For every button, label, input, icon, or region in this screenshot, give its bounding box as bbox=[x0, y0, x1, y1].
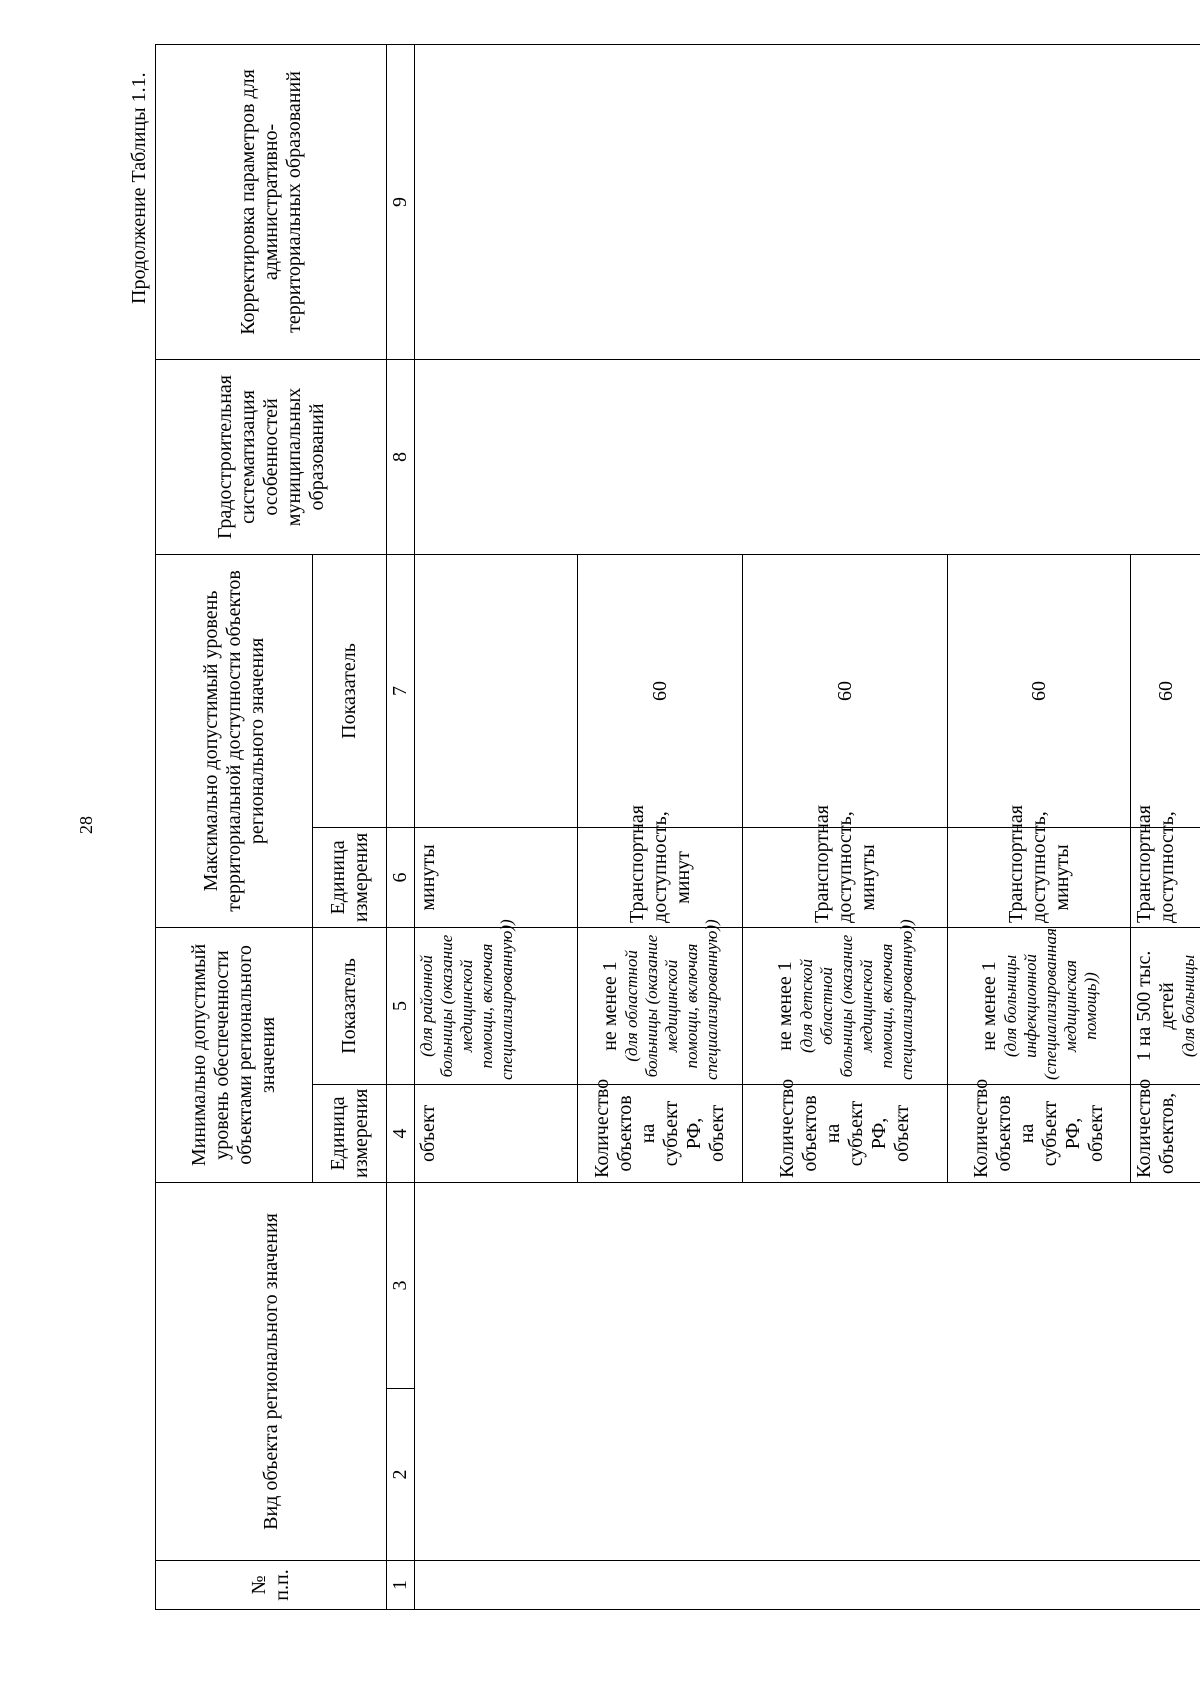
cell-indicator-min bbox=[415, 919, 578, 1084]
col-num-3: 3 bbox=[387, 1182, 415, 1388]
cell-indicator-min bbox=[743, 919, 948, 1084]
header-urban-planning: Градостроительная систематизация особенностей муниципальных образований bbox=[156, 359, 387, 554]
header-object-type: Вид объекта регионального значения bbox=[156, 1182, 387, 1560]
indicator-min-prefix: не менее 1 bbox=[598, 961, 621, 1051]
header-no: № п.п. bbox=[156, 1561, 387, 1610]
cell-indicator-max: 60 bbox=[1131, 554, 1200, 827]
cell-unit-min: Количество объектов на субъект РФ, объект bbox=[743, 1084, 948, 1182]
cell-object-type bbox=[415, 1182, 1200, 1560]
col-num-4: 4 bbox=[387, 1084, 415, 1182]
cell-indicator-max: 60 bbox=[948, 554, 1131, 827]
indicator-min-note: (для областной больницы (оказание медицинской помощи, включая специализированную)) bbox=[621, 919, 721, 1080]
cell-unit-min: Количество объектов на субъект РФ, объект bbox=[578, 1084, 743, 1182]
cell-unit-min: объект bbox=[415, 1084, 578, 1182]
col-num-5: 5 bbox=[387, 927, 415, 1084]
col-num-6: 6 bbox=[387, 827, 415, 927]
cell-unit-min: Количество объектов на субъект РФ, объект bbox=[948, 1084, 1131, 1182]
col-num-8: 8 bbox=[387, 359, 415, 554]
column-numbers-row bbox=[387, 44, 415, 1609]
subheader-min-unit: Единица измерения bbox=[313, 1084, 387, 1182]
cell-unit-max: минуты bbox=[415, 827, 578, 927]
table-row bbox=[415, 44, 578, 1609]
subheader-max-indicator: Показатель bbox=[313, 554, 387, 827]
subheader-min-indicator: Показатель bbox=[313, 927, 387, 1084]
cell-indicator-max bbox=[415, 554, 578, 827]
indicator-min-prefix: не менее 1 bbox=[773, 961, 796, 1051]
regional-objects-table bbox=[155, 44, 1200, 1610]
col-num-7: 7 bbox=[387, 554, 415, 827]
cell-indicator-min bbox=[948, 927, 1131, 1084]
cell-indicator-min bbox=[1131, 927, 1200, 1084]
cell-correction bbox=[415, 44, 1200, 359]
header-correction: Корректировка параметров для административно-территориальных образований bbox=[156, 44, 387, 359]
indicator-min-note: (для больницы инфекционной (специализированная медицинская помощь)) bbox=[1000, 928, 1100, 1080]
indicator-min-note: (для больницы bbox=[1179, 954, 1198, 1058]
cell-unit-max: Транспортная доступность, минут bbox=[578, 827, 743, 927]
page-number: 28 bbox=[76, 816, 96, 834]
indicator-min-note: (для районной больницы (оказание медицинской помощи, включая специализированную)) bbox=[417, 919, 516, 1080]
cell-indicator-min bbox=[578, 919, 743, 1084]
indicator-min-prefix: 1 на 500 тыс. детей bbox=[1133, 950, 1178, 1062]
continuation-text: Продолжение Таблицы 1.1. bbox=[128, 72, 150, 304]
col-num-9: 9 bbox=[387, 44, 415, 359]
cell-indicator-max: 60 bbox=[578, 554, 743, 827]
subheader-max-unit: Единица измерения bbox=[313, 827, 387, 927]
header-max-level: Максимально допустимый уровень территориальной доступности объектов регионального значения bbox=[156, 554, 313, 927]
cell-indicator-max: 60 bbox=[743, 554, 948, 827]
table-continuation-label bbox=[128, 34, 150, 304]
cell-unit-max: Транспортная доступность, bbox=[1131, 827, 1200, 927]
indicator-min-note: (для детской областной больницы (оказание медицинской помощи, включая специализированную)) bbox=[796, 919, 916, 1080]
cell-unit-max: Транспортная доступность, минуты bbox=[948, 827, 1131, 927]
header-min-level: Минимально допустимый уровень обеспеченности объектами регионального значения bbox=[156, 927, 313, 1182]
cell-unit-min: Количество объектов, bbox=[1131, 1084, 1200, 1182]
cell-no bbox=[415, 1561, 1200, 1610]
col-num-1: 1 bbox=[387, 1561, 415, 1610]
col-num-2: 2 bbox=[387, 1389, 415, 1561]
rotated-table-container bbox=[155, 45, 1198, 1610]
indicator-min-prefix: не менее 1 bbox=[977, 961, 1000, 1051]
table-header-row bbox=[156, 44, 313, 1609]
cell-unit-max: Транспортная доступность, минуты bbox=[743, 827, 948, 927]
cell-urban-planning bbox=[415, 359, 1200, 554]
